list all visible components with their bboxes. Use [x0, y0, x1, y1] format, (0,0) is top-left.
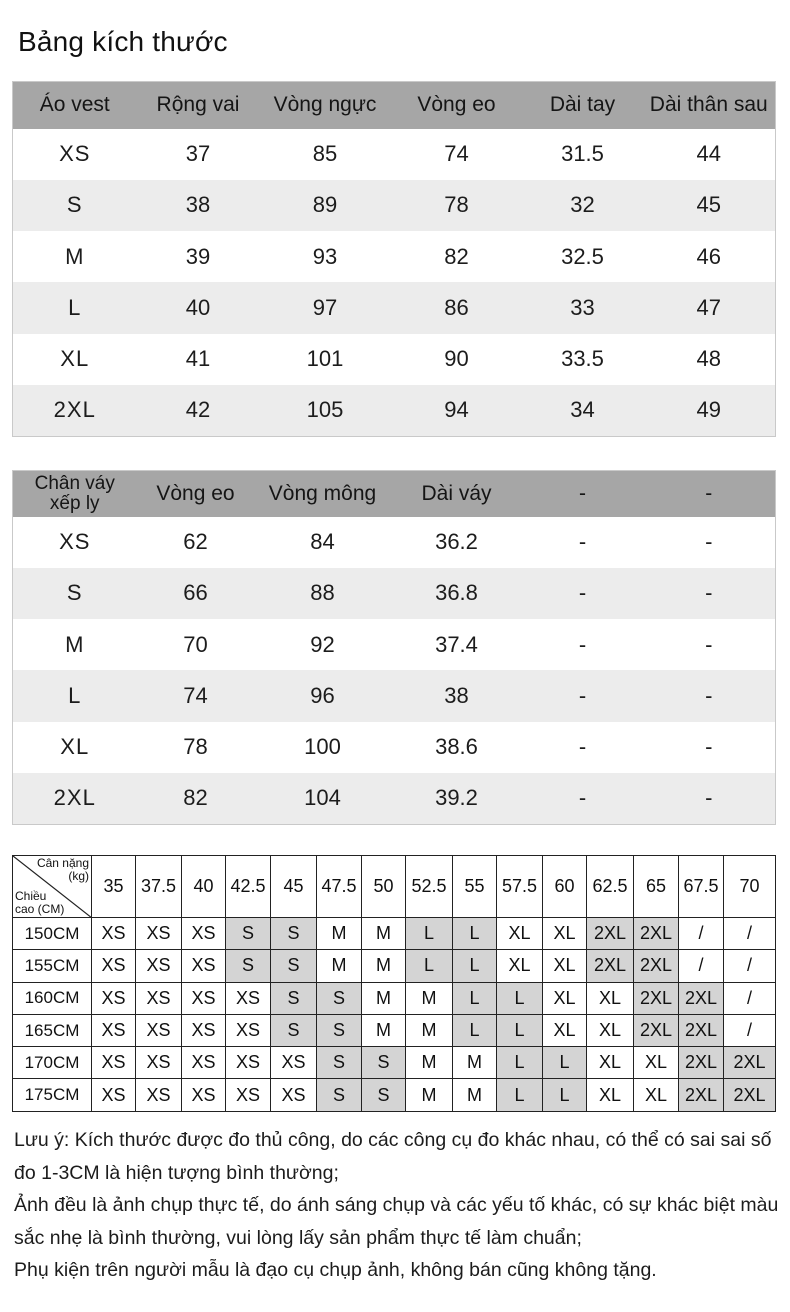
recommended-size-cell: XS: [182, 1014, 226, 1046]
weight-header: 55: [453, 856, 497, 918]
table-row: [13, 773, 776, 824]
recommended-size-cell: L: [497, 982, 543, 1014]
recommended-size-cell: L: [453, 982, 497, 1014]
table-row: [13, 918, 776, 950]
table-row: [13, 385, 776, 436]
measurement-cell: -: [578, 734, 587, 760]
measurement-cell: 31.5: [561, 141, 604, 167]
recommended-size-cell: L: [497, 1047, 543, 1079]
weight-header: 65: [634, 856, 679, 918]
measurement-cell: 85: [312, 141, 338, 167]
height-label: 160CM: [13, 982, 92, 1014]
measurement-cell: 44: [696, 141, 721, 167]
measurement-cell: 97: [312, 295, 338, 321]
size-label: M: [65, 631, 85, 657]
measurement-cell: 78: [183, 734, 208, 760]
column-header: Chân váy xếp ly: [34, 472, 115, 514]
measurement-cell: 37: [185, 141, 211, 167]
recommended-size-cell: XS: [92, 1079, 136, 1111]
table-row: [13, 1047, 776, 1079]
measurement-cell: 42: [185, 397, 211, 423]
measurement-cell: 41: [185, 346, 211, 372]
recommended-size-cell: M: [362, 1014, 406, 1046]
weight-header: 35: [92, 856, 136, 918]
recommended-size-cell: XS: [136, 982, 182, 1014]
measurement-cell: 94: [444, 397, 469, 423]
column-header: Vòng eo: [156, 481, 235, 505]
table-row: [13, 129, 776, 180]
measurement-cell: 84: [310, 529, 335, 555]
table-row: [13, 670, 776, 721]
weight-header: 50: [362, 856, 406, 918]
recommended-size-cell: XS: [271, 1079, 317, 1111]
recommended-size-cell: S: [317, 982, 362, 1014]
recommended-size-cell: /: [724, 918, 776, 950]
table-row: [13, 334, 776, 385]
size-label: S: [66, 580, 83, 606]
table-row: [13, 722, 776, 773]
recommended-size-cell: XS: [136, 918, 182, 950]
note-measurement: Lưu ý: Kích thước được đo thủ công, do các công cụ đo khác nhau, có thể có sai sai số đo 1-3CM là hiện tượng bình thường;: [14, 1129, 772, 1184]
measurement-cell: -: [705, 785, 713, 811]
measurement-cell: 78: [444, 192, 469, 218]
recommended-size-cell: S: [362, 1079, 406, 1111]
recommended-size-cell: XS: [92, 982, 136, 1014]
recommended-size-cell: S: [317, 1047, 362, 1079]
measurement-cell: 38: [444, 683, 469, 709]
column-header: Vòng ngực: [273, 93, 377, 117]
recommended-size-cell: XS: [92, 1014, 136, 1046]
recommended-size-cell: L: [497, 1014, 543, 1046]
table-row: [13, 619, 776, 670]
measurement-cell: 101: [306, 346, 344, 372]
size-label: XL: [60, 346, 90, 372]
measurement-cell: 33: [570, 295, 595, 321]
recommended-size-cell: XS: [182, 982, 226, 1014]
measurement-cell: 38.6: [435, 734, 478, 760]
recommended-size-cell: M: [453, 1047, 497, 1079]
measurement-cell: 32: [570, 192, 595, 218]
column-header: Dài thân sau: [649, 93, 768, 117]
measurement-cell: -: [705, 683, 713, 709]
recommended-size-cell: XL: [634, 1047, 679, 1079]
measurement-cell: 96: [310, 683, 335, 709]
size-label: XS: [59, 529, 91, 555]
recommended-size-cell: 2XL: [634, 982, 679, 1014]
recommended-size-cell: XS: [226, 1014, 271, 1046]
measurement-cell: 40: [185, 295, 211, 321]
measurement-cell: 36.2: [435, 529, 478, 555]
recommended-size-cell: XL: [543, 918, 587, 950]
column-header: Dài váy: [421, 481, 492, 505]
measurement-cell: 33.5: [561, 346, 604, 372]
measurement-cell: 70: [183, 631, 208, 657]
recommended-size-cell: S: [271, 918, 317, 950]
size-label: 2XL: [53, 785, 96, 811]
measurement-cell: -: [578, 529, 587, 555]
recommended-size-cell: M: [406, 1047, 453, 1079]
measurement-cell: 37.4: [435, 631, 478, 657]
recommended-size-cell: 2XL: [724, 1079, 776, 1111]
measurement-cell: 100: [304, 734, 341, 760]
size-label: L: [68, 683, 82, 709]
recommended-size-cell: 2XL: [679, 1079, 724, 1111]
recommended-size-cell: 2XL: [587, 950, 634, 982]
height-label: 155CM: [13, 950, 92, 982]
recommended-size-cell: S: [271, 1014, 317, 1046]
weight-header: 45: [271, 856, 317, 918]
recommended-size-cell: XS: [92, 1047, 136, 1079]
recommended-size-cell: L: [453, 950, 497, 982]
measurement-cell: -: [578, 631, 587, 657]
recommended-size-cell: L: [497, 1079, 543, 1111]
recommended-size-cell: XL: [587, 982, 634, 1014]
notes: [14, 1124, 782, 1287]
recommended-size-cell: XL: [497, 918, 543, 950]
recommended-size-cell: 2XL: [679, 982, 724, 1014]
measurement-cell: 89: [312, 192, 338, 218]
recommended-size-cell: M: [362, 982, 406, 1014]
recommended-size-cell: L: [543, 1047, 587, 1079]
measurement-cell: 88: [310, 580, 335, 606]
height-label: 175CM: [13, 1079, 92, 1111]
weight-header-row: [13, 856, 776, 918]
recommended-size-cell: M: [317, 950, 362, 982]
recommended-size-cell: L: [453, 918, 497, 950]
recommended-size-cell: XS: [92, 950, 136, 982]
recommended-size-cell: /: [679, 950, 724, 982]
recommended-size-cell: XL: [587, 1079, 634, 1111]
weight-header: 60: [543, 856, 587, 918]
vest-header-row: [13, 82, 776, 129]
vest-size-table: [12, 81, 776, 437]
measurement-cell: 90: [444, 346, 469, 372]
recommended-size-cell: XS: [136, 1079, 182, 1111]
recommended-size-cell: XL: [587, 1047, 634, 1079]
table-row: [13, 1079, 776, 1111]
measurement-cell: 39: [185, 243, 211, 269]
measurement-cell: 92: [310, 631, 335, 657]
recommended-size-cell: M: [362, 918, 406, 950]
measurement-cell: 104: [304, 785, 341, 811]
height-axis-label: Chiều cao (CM): [15, 889, 65, 916]
table-row: [13, 568, 776, 619]
measurement-cell: 34: [570, 397, 595, 423]
measurement-cell: 62: [183, 529, 208, 555]
column-header: Vòng eo: [417, 93, 496, 117]
measurement-cell: 39.2: [435, 785, 478, 811]
table-row: [13, 950, 776, 982]
weight-header: 57.5: [497, 856, 543, 918]
page-title: Bảng kích thước: [18, 26, 228, 57]
recommended-size-cell: XL: [634, 1079, 679, 1111]
recommended-size-cell: XS: [182, 1079, 226, 1111]
measurement-cell: -: [705, 580, 713, 606]
recommended-size-cell: S: [271, 950, 317, 982]
recommended-size-cell: XS: [92, 918, 136, 950]
recommended-size-cell: /: [679, 918, 724, 950]
table-row: [13, 982, 776, 1014]
weight-header: 37.5: [136, 856, 182, 918]
note-color: Ảnh đều là ảnh chụp thực tế, do ánh sáng chụp và các yếu tố khác, có sự khác biệt màu sắc nhẹ là bình thường, vui lòng lấy sản phẩm thực tế làm chuẩn;: [14, 1194, 779, 1249]
recommended-size-cell: 2XL: [679, 1047, 724, 1079]
note-accessories: Phụ kiện trên người mẫu là đạo cụ chụp ảnh, không bán cũng không tặng.: [14, 1259, 657, 1282]
recommended-size-cell: XL: [497, 950, 543, 982]
measurement-cell: -: [705, 529, 713, 555]
recommended-size-cell: XS: [136, 950, 182, 982]
recommended-size-cell: S: [317, 1014, 362, 1046]
recommended-size-cell: S: [317, 1079, 362, 1111]
size-label: XL: [60, 734, 90, 760]
recommended-size-cell: XL: [543, 982, 587, 1014]
recommended-size-cell: XS: [136, 1047, 182, 1079]
height-label: 170CM: [13, 1047, 92, 1079]
measurement-cell: 105: [306, 397, 344, 423]
size-label: 2XL: [53, 397, 96, 423]
recommended-size-cell: 2XL: [634, 1014, 679, 1046]
recommended-size-cell: L: [453, 1014, 497, 1046]
recommended-size-cell: 2XL: [634, 950, 679, 982]
recommended-size-cell: L: [543, 1079, 587, 1111]
measurement-cell: 46: [696, 243, 721, 269]
weight-header: 40: [182, 856, 226, 918]
measurement-cell: 38: [185, 192, 211, 218]
measurement-cell: -: [578, 683, 587, 709]
weight-header: 52.5: [406, 856, 453, 918]
column-header: -: [705, 481, 713, 505]
size-label: XS: [59, 141, 91, 167]
recommended-size-cell: XS: [182, 918, 226, 950]
measurement-cell: -: [578, 785, 587, 811]
weight-header: 70: [724, 856, 776, 918]
size-label: S: [66, 192, 83, 218]
size-label: M: [65, 243, 85, 269]
recommended-size-cell: M: [406, 982, 453, 1014]
recommended-size-cell: XS: [182, 950, 226, 982]
recommended-size-cell: XS: [226, 1079, 271, 1111]
recommended-size-cell: XS: [271, 1047, 317, 1079]
recommended-size-cell: M: [317, 918, 362, 950]
height-label: 150CM: [13, 918, 92, 950]
height-label: 165CM: [13, 1014, 92, 1046]
measurement-cell: 82: [444, 243, 469, 269]
weight-header: 47.5: [317, 856, 362, 918]
table-row: [13, 231, 776, 282]
recommended-size-cell: XS: [226, 1047, 271, 1079]
recommended-size-cell: /: [724, 950, 776, 982]
recommended-size-cell: M: [453, 1079, 497, 1111]
recommended-size-cell: XL: [543, 950, 587, 982]
recommended-size-cell: /: [724, 982, 776, 1014]
measurement-cell: 74: [444, 141, 469, 167]
table-row: [13, 180, 776, 231]
recommended-size-cell: M: [362, 950, 406, 982]
weight-axis-label: Cân nặng (kg): [36, 856, 89, 883]
column-header: Áo vest: [39, 93, 110, 117]
table-row: [13, 517, 776, 568]
recommended-size-cell: S: [226, 950, 271, 982]
measurement-cell: -: [705, 631, 713, 657]
measurement-cell: -: [578, 580, 587, 606]
measurement-cell: 32.5: [561, 243, 604, 269]
column-header: Rộng vai: [156, 93, 240, 117]
recommended-size-cell: XL: [543, 1014, 587, 1046]
measurement-cell: 82: [183, 785, 208, 811]
recommended-size-cell: S: [362, 1047, 406, 1079]
column-header: Dài tay: [549, 93, 616, 117]
table-row: [13, 1014, 776, 1046]
measurement-cell: 74: [183, 683, 208, 709]
measurement-cell: 66: [183, 580, 208, 606]
recommended-size-cell: M: [406, 1079, 453, 1111]
weight-header: 62.5: [587, 856, 634, 918]
recommended-size-cell: M: [406, 1014, 453, 1046]
measurement-cell: 47: [696, 295, 721, 321]
recommended-size-cell: XS: [182, 1047, 226, 1079]
skirt-size-table: [12, 470, 776, 825]
recommended-size-cell: 2XL: [587, 918, 634, 950]
recommended-size-cell: L: [406, 950, 453, 982]
recommended-size-cell: XS: [226, 982, 271, 1014]
recommended-size-cell: L: [406, 918, 453, 950]
column-header: Vòng mông: [268, 481, 377, 505]
measurement-cell: -: [705, 734, 713, 760]
size-recommendation-grid: [12, 855, 776, 1112]
skirt-header-row: [13, 471, 776, 517]
recommended-size-cell: /: [724, 1014, 776, 1046]
recommended-size-cell: XS: [136, 1014, 182, 1046]
measurement-cell: 36.8: [435, 580, 478, 606]
size-label: L: [68, 295, 82, 321]
measurement-cell: 48: [696, 346, 721, 372]
table-row: [13, 282, 776, 333]
recommended-size-cell: 2XL: [679, 1014, 724, 1046]
weight-header: 67.5: [679, 856, 724, 918]
measurement-cell: 86: [444, 295, 469, 321]
recommended-size-cell: 2XL: [634, 918, 679, 950]
recommended-size-cell: S: [271, 982, 317, 1014]
recommended-size-cell: XL: [587, 1014, 634, 1046]
recommended-size-cell: 2XL: [724, 1047, 776, 1079]
corner-cell: [13, 856, 92, 918]
recommended-size-cell: S: [226, 918, 271, 950]
measurement-cell: 45: [696, 192, 721, 218]
measurement-cell: 49: [696, 397, 721, 423]
column-header: -: [579, 481, 586, 505]
weight-header: 42.5: [226, 856, 271, 918]
measurement-cell: 93: [312, 243, 338, 269]
